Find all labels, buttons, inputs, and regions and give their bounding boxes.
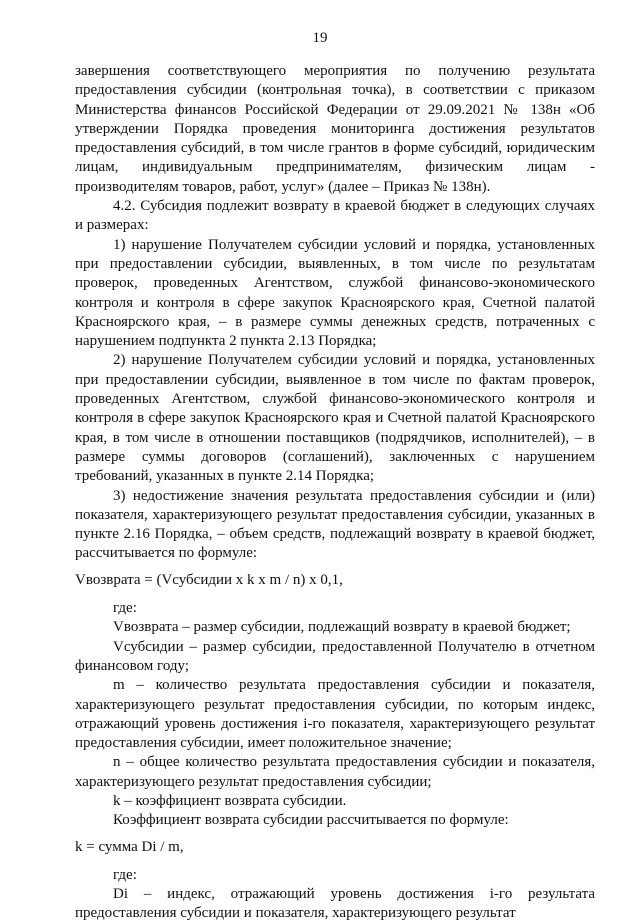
formula-coefficient: k = сумма Di / m, [75, 838, 184, 855]
list-item-3: 3) недостижение значения результата предоставления субсидии и (или) показателя, характеризующего результат предоставления субсидии, указанных в пункте 2.16 Порядка, – объем средств, подлежащий возврату в краевой бюджет, рассчитывается по формуле: [75, 487, 595, 562]
list-item-1: 1) нарушение Получателем субсидии условий и порядка, установленных при предоставлении субсидии, выявленных, в том числе по результатам проверок, проведенных Агентством, службой финансово-экономического контроля и контроля в сфере закупок Красноярского края, Счетной палатой Красноярского края, – в размере суммы денежных средств, потраченных с нарушением подпункта 2 пункта 2.13 Порядка; [75, 236, 595, 350]
definition-v-subsidy: Vсубсидии – размер субсидии, предоставленной Получателю в отчетном финансовом году; [75, 638, 595, 674]
definition-m: m – количество результата предоставления субсидии и показателя, характеризующего результат предоставления субсидии, по которым индекс, отражающий уровень достижения i-го показателя, характеризующего результат предоставления субсидии, имеет положительное значение; [75, 677, 595, 752]
definition-di: Di – индекс, отражающий уровень достижения i-го результата предоставления субсидии и показателя, характеризующего результат [75, 886, 595, 922]
page-number: 19 [312, 30, 328, 46]
list-item-2: 2) нарушение Получателем субсидии условий и порядка, установленных при предоставлении субсидии, выявленное в том числе по фактам проверок, проведенных Агентством, службой финансово-экономического контроля и контроля в сфере закупок Красноярского края и Счетной палатой Красноярского края, в том числе в отношении поставщиков (подрядчиков, исполнителей), – в размере суммы договоров (соглашений), заключенных с нарушением требований, указанных в пункте 2.14 Порядка; [75, 352, 595, 485]
definition-k: k – коэффициент возврата субсидии. [113, 792, 347, 809]
definition-v-return: Vвозврата – размер субсидии, подлежащий возврату в краевой бюджет; [113, 619, 571, 636]
paragraph-4-2: 4.2. Субсидия подлежит возврату в краевой бюджет в следующих случаях и размерах: [75, 198, 595, 234]
formula-return-volume: Vвозврата = (Vсубсидии x k x m / n) x 0,1, [75, 571, 343, 588]
document-body [75, 62, 595, 924]
coefficient-intro: Коэффициент возврата субсидии рассчитывается по формуле: [113, 812, 509, 829]
where-label: где: [113, 600, 137, 617]
where-label: где: [113, 866, 137, 883]
definition-n: n – общее количество результата предоставления субсидии и показателя, характеризующего результат предоставления субсидии; [75, 754, 595, 790]
paragraph-monitoring-order: завершения соответствующего мероприятия по получению результата предоставления субсидии (контрольная точка), в соответствии с приказом Министерства финансов Российской Федерации от 29.09.2021 № 138н «Об утверждении Порядка проведения мониторинга достижения результатов предоставления субсидий, в том числе грантов в форме субсидий, юридическим лицам, индивидуальным предпринимателям, физическим лицам - производителям товаров, работ, услуг» (далее – Приказ № 138н). [75, 63, 595, 195]
